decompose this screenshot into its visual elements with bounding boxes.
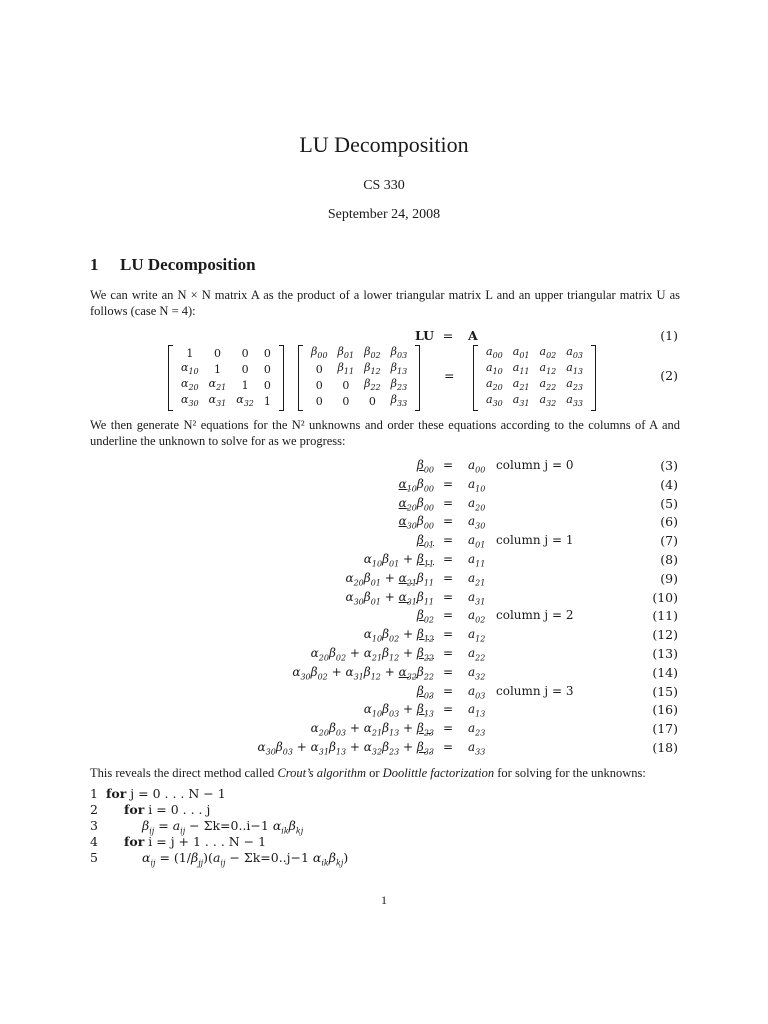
matrix-cell: 0 xyxy=(315,394,323,408)
equation-lhs: $\beta_{01}$ xyxy=(416,533,434,550)
equation-line xyxy=(0,569,768,588)
matrix-row xyxy=(176,377,276,393)
matrix-cell: $\beta_{00}$ xyxy=(311,345,328,361)
equation-number: (15) xyxy=(652,683,678,699)
equation-equals: = xyxy=(442,552,454,566)
equation-lhs: $\alpha_{30}\beta_{03} + \alpha_{31}\beta_{13} + \alpha_{32}\beta_{23} + \beta_{33}$ xyxy=(257,740,434,757)
course-name: CS 330 xyxy=(363,178,405,193)
eq1-equals: = xyxy=(442,328,454,343)
matrix-cell: $a_{33}$ xyxy=(566,393,583,409)
matrix-cell: $a_{12}$ xyxy=(539,361,557,377)
matrix-cell: 0 xyxy=(241,362,249,376)
matrix-cell: 0 xyxy=(263,346,271,360)
equation-number: (12) xyxy=(652,627,678,643)
equation-line xyxy=(0,719,768,738)
bracket-right xyxy=(279,345,284,411)
section-heading xyxy=(90,255,256,275)
equation-equals: = xyxy=(442,514,454,529)
equation-number: (18) xyxy=(652,740,678,755)
algorithm-code: $\beta_{ij} = a_{ij} - \Sigma k=0..i-1$ $\alpha_{ik}\beta_{kj}$ xyxy=(142,818,304,836)
equation-lhs: $\alpha_{20}\beta_{01} + \alpha_{21}\beta_{11}$ xyxy=(345,570,434,588)
equation-line xyxy=(0,663,768,682)
matrix-cell: 0 xyxy=(368,394,376,408)
matrix-cell: $a_{10}$ xyxy=(486,361,503,377)
algorithm-code: for i = 0 . . . j xyxy=(124,802,211,817)
matrix-cell: $\beta_{11}$ xyxy=(337,361,355,377)
reveal-paragraph xyxy=(90,765,680,781)
equation-equals: = xyxy=(442,646,454,660)
matrix-cell: 0 xyxy=(263,378,271,392)
matrix-A-table xyxy=(481,345,588,409)
equation-lhs: $\beta_{00}$ xyxy=(416,458,434,475)
equation-equals: = xyxy=(442,702,454,717)
matrix-cell: $\beta_{01}$ xyxy=(337,345,355,361)
equation-line xyxy=(0,512,768,531)
equation-number: (5) xyxy=(660,495,678,511)
equation-lhs: $\alpha_{20}\beta_{03} + \alpha_{21}\beta_{13} + \beta_{23}$ xyxy=(310,721,434,738)
eq2-number: (2) xyxy=(660,368,678,383)
equation-rhs: $a_{01}$ xyxy=(468,533,486,550)
matrix-cell: 1 xyxy=(241,378,249,392)
equation-1 xyxy=(0,326,768,345)
equation-rhs: $a_{21}$ xyxy=(468,570,486,588)
equation-rhs: $a_{30}$ xyxy=(468,514,486,531)
equation-number: (14) xyxy=(652,664,678,680)
matrix-cell: 1 xyxy=(263,394,271,408)
matrix-cell: $a_{21}$ xyxy=(512,377,530,393)
matrix-cell: $a_{31}$ xyxy=(512,393,530,409)
equation-number: (7) xyxy=(660,533,678,549)
matrix-row xyxy=(481,345,588,361)
equation-equals: = xyxy=(442,589,454,604)
equation-rhs: $a_{20}$ xyxy=(468,495,486,512)
equation-rhs: $a_{10}$ xyxy=(468,476,486,494)
matrix-row xyxy=(306,361,412,377)
equation-line xyxy=(0,550,768,569)
matrix-cell: $\beta_{03}$ xyxy=(390,345,408,361)
equation-note: column j = 2 xyxy=(496,608,574,623)
matrix-cell: $\beta_{22}$ xyxy=(364,377,381,393)
bracket-left xyxy=(298,345,303,411)
matrix-L xyxy=(168,345,284,409)
matrix-cell: 0 xyxy=(342,378,350,392)
equation-rhs: $a_{03}$ xyxy=(468,683,486,700)
equation-number: (6) xyxy=(660,514,678,530)
equation-note: column j = 3 xyxy=(496,683,574,698)
matrix-cell: 0 xyxy=(241,346,249,360)
matrix-cell: $\alpha_{20}$ xyxy=(181,377,199,393)
equation-note: column j = 1 xyxy=(496,533,574,548)
equation-number: (16) xyxy=(652,702,678,718)
equation-line xyxy=(0,682,768,701)
equation-number: (9) xyxy=(660,570,678,586)
algorithm-line-number: 2 xyxy=(90,802,98,817)
equation-equals: = xyxy=(442,740,454,754)
equation-lhs: $\alpha_{20}\beta_{02} + \alpha_{21}\beta_{12} + \beta_{22}$ xyxy=(310,646,434,663)
equation-lhs: $\alpha_{20}\beta_{00}$ xyxy=(398,495,434,512)
equation-rhs: $a_{00}$ xyxy=(468,458,486,475)
equation-rhs: $a_{13}$ xyxy=(468,702,486,719)
matrix-row xyxy=(306,345,412,361)
equation-rhs: $a_{22}$ xyxy=(468,646,486,663)
equation-line xyxy=(0,494,768,513)
matrix-cell: $\alpha_{32}$ xyxy=(236,393,254,409)
equation-line xyxy=(0,606,768,625)
equation-lhs: $\beta_{03}$ xyxy=(416,683,434,700)
matrix-cell: 0 xyxy=(213,346,221,360)
matrix-cell: $\beta_{12}$ xyxy=(364,361,381,377)
equation-lhs: $\beta_{02}$ xyxy=(416,608,434,625)
matrix-cell: 1 xyxy=(186,346,194,360)
equation-line xyxy=(0,531,768,550)
equation-number: (3) xyxy=(660,458,678,473)
algorithm-code: $\alpha_{ij} = (1/\beta_{jj})(a_{ij} - \Sigma k=0..j-1$ $\alpha_{ik}\beta_{kj}$) xyxy=(142,850,349,868)
matrix-cell: $a_{23}$ xyxy=(566,377,583,393)
equation-lhs: $\alpha_{30}\beta_{02} + \alpha_{31}\beta_{12} + \alpha_{32}\beta_{22}$ xyxy=(292,664,434,682)
matrix-cell: 1 xyxy=(213,362,221,376)
equation-lhs: $\alpha_{10}\beta_{03} + \beta_{13}$ xyxy=(363,702,434,719)
equation-lhs: $\alpha_{10}\beta_{02} + \beta_{12}$ xyxy=(363,627,434,644)
equation-equals: = xyxy=(442,458,454,472)
matrix-U-table xyxy=(306,345,412,409)
matrix-row xyxy=(481,377,588,393)
eq1-lhs: LU xyxy=(414,328,434,343)
matrix-cell: $a_{32}$ xyxy=(539,393,557,409)
matrix-cell: $\alpha_{21}$ xyxy=(208,377,227,393)
matrix-cell: 0 xyxy=(315,378,323,392)
equation-rhs: $a_{02}$ xyxy=(468,608,486,625)
matrix-cell: $a_{13}$ xyxy=(566,361,583,377)
page-number: 1 xyxy=(381,893,387,907)
matrix-cell: $a_{02}$ xyxy=(539,345,557,361)
equation-line xyxy=(0,588,768,607)
equation-line xyxy=(0,700,768,719)
equation-number: (4) xyxy=(660,476,678,492)
equation-lhs: $\alpha_{10}\beta_{00}$ xyxy=(398,476,434,494)
matrix-cell: $a_{11}$ xyxy=(512,361,530,377)
eq1-rhs: A xyxy=(468,328,478,343)
equation-equals: = xyxy=(442,627,454,642)
eq2-equals: = xyxy=(444,368,455,383)
section-number: 1 xyxy=(90,255,99,274)
equation-number: (11) xyxy=(652,608,678,624)
matrix-row xyxy=(176,345,276,361)
algorithm-line-number: 5 xyxy=(90,850,98,865)
algorithm-code: for i = j + 1 . . . N − 1 xyxy=(124,834,267,849)
matrix-cell: $\alpha_{30}$ xyxy=(181,393,199,409)
matrix-row xyxy=(176,393,276,409)
equation-rhs: $a_{31}$ xyxy=(468,589,486,606)
algorithm-line-number: 4 xyxy=(90,834,98,849)
equation-equals: = xyxy=(442,664,454,679)
equation-line xyxy=(0,738,768,757)
section-title: LU Decomposition xyxy=(120,255,256,274)
matrix-cell: $\alpha_{31}$ xyxy=(208,393,227,409)
matrix-cell: $a_{22}$ xyxy=(539,377,557,393)
equation-equals: = xyxy=(442,495,454,510)
matrix-L-table xyxy=(176,345,276,409)
matrix-row xyxy=(481,361,588,377)
matrix-row xyxy=(306,393,412,409)
matrix-cell: $a_{30}$ xyxy=(486,393,503,409)
matrix-row xyxy=(481,393,588,409)
matrix-cell: $a_{20}$ xyxy=(486,377,503,393)
matrix-cell: $\beta_{33}$ xyxy=(390,393,408,409)
eq1-number: (1) xyxy=(660,328,678,343)
matrix-cell: $\beta_{02}$ xyxy=(364,345,381,361)
crouts-algorithm: Crout’s algorithm xyxy=(277,766,366,780)
matrix-cell: 0 xyxy=(263,362,271,376)
algorithm-line-number: 3 xyxy=(90,818,98,833)
equation-lhs: $\alpha_{10}\beta_{01} + \beta_{11}$ xyxy=(363,552,434,569)
equation-lhs: $\alpha_{30}\beta_{01} + \alpha_{31}\beta_{11}$ xyxy=(345,589,434,606)
reveal-or: or xyxy=(366,766,383,780)
bracket-right xyxy=(591,345,596,411)
equation-number: (17) xyxy=(652,721,678,737)
equation-equals: = xyxy=(442,533,454,548)
equation-lhs: $\alpha_{30}\beta_{00}$ xyxy=(398,514,434,531)
paper-title: LU Decomposition xyxy=(299,132,469,157)
equation-equals: = xyxy=(442,721,454,736)
matrix-cell: $a_{03}$ xyxy=(566,345,583,361)
doolittle-factorization: Doolittle factorization xyxy=(382,766,495,780)
equation-number: (10) xyxy=(652,589,678,605)
matrix-cell: $\beta_{13}$ xyxy=(390,361,408,377)
matrix-cell: $a_{00}$ xyxy=(486,345,503,361)
paper-date: September 24, 2008 xyxy=(327,207,441,222)
matrix-cell: $\beta_{23}$ xyxy=(390,377,408,393)
equation-equals: = xyxy=(442,570,454,585)
matrix-row xyxy=(176,361,276,377)
generate-paragraph: We then generate N² equations for the N² unknowns and order these equations according to the columns of A and underline the unknown to solve for as we progress: xyxy=(90,418,680,448)
bracket-right xyxy=(415,345,420,411)
matrix-cell: 0 xyxy=(315,362,323,376)
equation-line xyxy=(0,475,768,494)
algorithm-line-number: 1 xyxy=(90,786,98,801)
reveal-after: for solving for the unknowns: xyxy=(494,766,646,780)
equation-equals: = xyxy=(442,683,454,698)
reveal-before: This reveals the direct method called xyxy=(90,766,278,780)
bracket-left xyxy=(168,345,173,411)
algorithm-code: for j = 0 . . . N − 1 xyxy=(106,786,226,801)
equation-rhs: $a_{11}$ xyxy=(468,552,486,569)
bracket-left xyxy=(473,345,478,411)
equation-note: column j = 0 xyxy=(496,458,574,472)
matrix-cell: $\alpha_{10}$ xyxy=(181,361,199,377)
equation-number: (8) xyxy=(660,552,678,567)
matrix-row xyxy=(306,377,412,393)
equation-line xyxy=(0,456,768,475)
equation-equals: = xyxy=(442,476,454,491)
matrix-cell: $a_{01}$ xyxy=(512,345,530,361)
equation-line xyxy=(0,625,768,644)
equation-rhs: $a_{23}$ xyxy=(468,721,486,738)
equation-rhs: $a_{12}$ xyxy=(468,627,486,644)
matrix-A xyxy=(473,345,596,409)
matrix-U xyxy=(298,345,420,409)
equation-rhs: $a_{32}$ xyxy=(468,664,486,682)
equation-number: (13) xyxy=(652,646,678,661)
matrix-cell: 0 xyxy=(342,394,350,408)
equation-equals: = xyxy=(442,608,454,623)
equation-line xyxy=(0,644,768,663)
equation-rhs: $a_{33}$ xyxy=(468,740,486,757)
intro-paragraph: We can write an N × N matrix A as the product of a lower triangular matrix L and an upper triangular matrix U as follows (case N = 4): xyxy=(90,288,680,318)
